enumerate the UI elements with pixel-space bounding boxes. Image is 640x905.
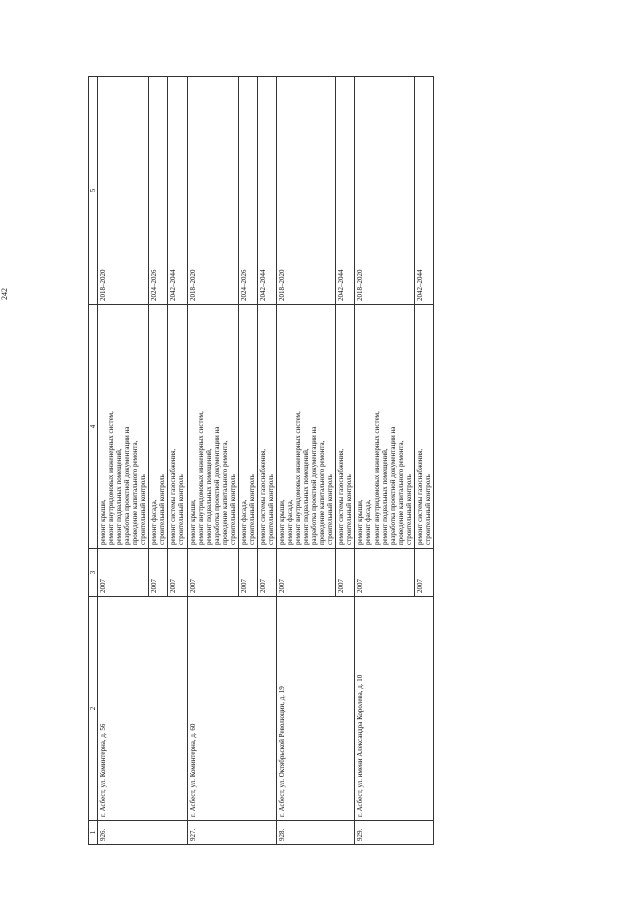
works-cell xyxy=(257,305,276,549)
column-number-header: 2 xyxy=(89,597,98,821)
work-item: ремонт внутридомовых инженерных систем, xyxy=(107,411,116,545)
work-item: ремонт фасада, xyxy=(286,499,295,545)
column-number-row xyxy=(89,77,98,845)
work-item: ремонт подвальных помещений, xyxy=(115,448,124,545)
work-item: строительный контроль xyxy=(247,474,256,545)
year-cell: 2007 xyxy=(98,549,149,597)
work-item: ремонт системы газоснабжения, xyxy=(415,448,424,545)
period-cell: 2018–2020 xyxy=(98,77,149,305)
year-cell: 2007 xyxy=(187,549,238,597)
row-number-cell: 927. xyxy=(187,821,276,845)
work-item: строительный контроль xyxy=(228,474,237,545)
page-number-text: 242 xyxy=(0,288,9,300)
work-item: разработка проектной документации на xyxy=(310,426,319,545)
column-number-header: 3 xyxy=(89,549,98,597)
table-row xyxy=(276,77,335,845)
work-item: ремонт подвальных помещений, xyxy=(302,448,311,545)
row-number-cell: 929. xyxy=(355,821,433,845)
period-cell: 2018–2020 xyxy=(187,77,238,305)
work-item: строительный контроль xyxy=(326,474,335,545)
works-cell xyxy=(414,305,433,549)
column-number-header: 5 xyxy=(89,77,98,305)
column-number-header: 1 xyxy=(89,821,98,845)
works-cell xyxy=(187,305,238,549)
work-item: проведение капитального ремонта, xyxy=(318,440,327,545)
table-row xyxy=(98,77,149,845)
rotated-table-wrapper xyxy=(88,77,578,845)
work-item: строительный контроль xyxy=(177,474,186,545)
year-cell: 2007 xyxy=(336,549,355,597)
works-cell xyxy=(336,305,355,549)
year-cell: 2007 xyxy=(414,549,433,597)
period-cell: 2024–2026 xyxy=(238,77,257,305)
period-cell: 2042–2044 xyxy=(336,77,355,305)
work-item: ремонт крыши, xyxy=(356,499,365,545)
work-item: разработка проектной документации на xyxy=(212,426,221,545)
column-number-header: 4 xyxy=(89,305,98,549)
work-item: ремонт системы газоснабжения, xyxy=(258,448,267,545)
period-cell: 2018–2020 xyxy=(276,77,335,305)
address-cell: г. Асбест, ул. Октябрьской Революции, д. 19 xyxy=(276,597,354,821)
works-cell xyxy=(149,305,168,549)
period-cell: 2042–2044 xyxy=(414,77,433,305)
work-item: строительный контроль xyxy=(404,474,413,545)
works-cell xyxy=(355,305,414,549)
works-cell xyxy=(168,305,187,549)
work-item: проведение капитального ремонта, xyxy=(396,440,405,545)
work-item: ремонт системы газоснабжения, xyxy=(337,448,346,545)
work-item: ремонт фасада, xyxy=(364,499,373,545)
works-cell xyxy=(276,305,335,549)
work-item: строительный контроль xyxy=(423,474,432,545)
work-item: ремонт внутридомовых инженерных систем, xyxy=(294,411,303,545)
works-cell xyxy=(238,305,257,549)
work-item: проведение капитального ремонта, xyxy=(220,440,229,545)
row-number-cell: 926. xyxy=(98,821,187,845)
work-item: ремонт внутридомовых инженерных систем, xyxy=(196,411,205,545)
address-cell: г. Асбест, ул. имени Александра Королева, д. 10 xyxy=(355,597,433,821)
work-item: ремонт крыши, xyxy=(188,499,197,545)
work-item: строительный контроль xyxy=(158,474,167,545)
work-item: ремонт фасада, xyxy=(150,499,159,545)
period-cell: 2018–2020 xyxy=(355,77,414,305)
period-cell: 2042–2044 xyxy=(257,77,276,305)
works-cell xyxy=(98,305,149,549)
address-cell: г. Асбест, ул. Коминтерна, д. 56 xyxy=(98,597,187,821)
work-item: строительный контроль xyxy=(266,474,275,545)
work-item: разработка проектной документации на xyxy=(123,426,132,545)
year-cell: 2007 xyxy=(168,549,187,597)
year-cell: 2007 xyxy=(238,549,257,597)
work-item: ремонт крыши, xyxy=(277,499,286,545)
row-number-cell: 928. xyxy=(276,821,354,845)
year-cell: 2007 xyxy=(257,549,276,597)
work-item: ремонт фасада, xyxy=(239,499,248,545)
work-item: разработка проектной документации на xyxy=(388,426,397,545)
work-item: ремонт подвальных помещений, xyxy=(380,448,389,545)
year-cell: 2007 xyxy=(149,549,168,597)
year-cell: 2007 xyxy=(276,549,335,597)
table-row xyxy=(355,77,414,845)
work-item: ремонт системы газоснабжения, xyxy=(169,448,178,545)
address-cell: г. Асбест, ул. Коминтерна, д. 60 xyxy=(187,597,276,821)
year-cell: 2007 xyxy=(355,549,414,597)
work-item: ремонт подвальных помещений, xyxy=(204,448,213,545)
repair-schedule-table xyxy=(88,76,434,845)
work-item: ремонт крыши, xyxy=(99,499,108,545)
period-cell: 2024–2026 xyxy=(149,77,168,305)
work-item: строительный контроль xyxy=(139,474,148,545)
table-row xyxy=(187,77,238,845)
work-item: проведение капитального ремонта, xyxy=(131,440,140,545)
table-body xyxy=(98,77,434,845)
period-cell: 2042–2044 xyxy=(168,77,187,305)
work-item: ремонт внутридомовых инженерных систем, xyxy=(372,411,381,545)
work-item: строительный контроль xyxy=(345,474,354,545)
